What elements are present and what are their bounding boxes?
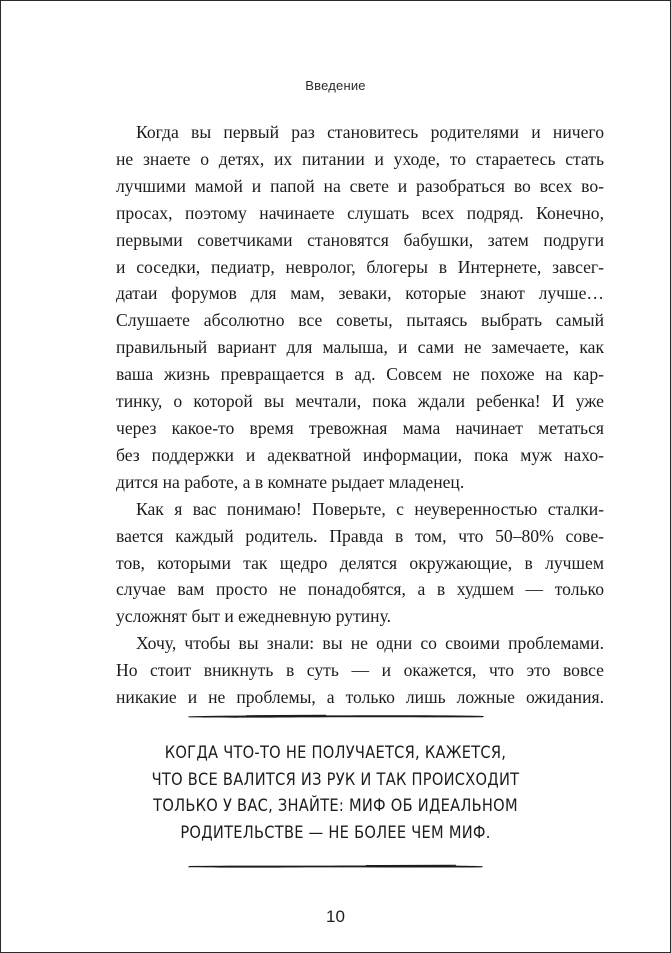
pull-quote-line: КОГДА ЧТО-ТО НЕ ПОЛУЧАЕТСЯ, КАЖЕТСЯ, xyxy=(164,743,507,763)
text-line: Как я вас понимаю! Поверьте, с неуверенностью сталки- xyxy=(136,498,604,519)
text-line: Слушаете абсолютно все советы, пытаясь выбрать самый xyxy=(116,310,604,331)
text-line: никакие и не проблемы, а только лишь ложные ожидания. xyxy=(116,687,604,708)
paragraph-3 xyxy=(116,630,604,711)
pull-quote-line: ТОЛЬКО У ВАС, ЗНАЙТЕ: МИФ ОБ ИДЕАЛЬНОМ xyxy=(153,796,518,816)
text-line: Когда вы первый раз становитесь родителями и ничего xyxy=(136,122,604,142)
text-line: тов, которыми так щедро делятся окружающие, в лучшем xyxy=(116,552,604,573)
pull-quote xyxy=(48,740,623,846)
text-line: не знаете о детях, их питании и уходе, то стараетесь стать xyxy=(116,148,604,169)
text-line: ваша жизнь превращается в ад. Совсем не похоже на кар- xyxy=(116,364,604,385)
text-line: через какое-то время тревожная мама начинает метаться xyxy=(116,417,604,438)
pull-quote-line: РОДИТЕЛЬСТВЕ — НЕ БОЛЕЕ ЧЕМ МИФ. xyxy=(180,822,491,843)
text-line: без поддержки и адекватной информации, пока муж нахо- xyxy=(116,444,604,465)
brush-divider-bottom xyxy=(186,863,486,869)
body-text xyxy=(116,119,604,711)
text-line: случае вам просто не понадобятся, а в худшем — только xyxy=(116,579,604,600)
brush-divider-top xyxy=(186,713,486,719)
pull-quote-line: ЧТО ВСЕ ВАЛИТСЯ ИЗ РУК И ТАК ПРОИСХОДИТ xyxy=(151,769,520,790)
text-line: тинку, о которой вы мечтали, пока ждали ребенка! И уже xyxy=(116,391,604,412)
text-line: правильный вариант для малыша, и сами не замечаете, как xyxy=(116,337,604,358)
text-line: лучшими мамой и папой на свете и разобраться во всех во- xyxy=(116,175,604,196)
paragraph-2 xyxy=(116,496,604,631)
running-head: Введение xyxy=(305,78,366,93)
text-line: вается каждый родитель. Правда в том, что 50–80% сове- xyxy=(116,525,604,546)
paragraph-1 xyxy=(116,119,604,496)
text-line: Но стоит вникнуть в суть — и окажется, что это вовсе xyxy=(116,660,604,681)
text-line: Хочу, чтобы вы знали: вы не одни со своими проблемами. xyxy=(136,633,604,654)
text-line: просах, поэтому начинаете слушать всех подряд. Конечно, xyxy=(116,202,604,223)
text-line: датаи форумов для мам, зеваки, которые знают лучше… xyxy=(116,283,604,304)
text-line: и соседки, педиатр, невролог, блогеры в Интернете, завсег- xyxy=(116,256,604,277)
text-line: усложнят быт и ежедневную рутину. xyxy=(116,606,392,627)
text-line: первыми советчиками становятся бабушки, затем подруги xyxy=(116,229,604,250)
text-line: дится на работе, а в комнате рыдает младенец. xyxy=(116,471,465,492)
page-number: 10 xyxy=(326,907,345,926)
